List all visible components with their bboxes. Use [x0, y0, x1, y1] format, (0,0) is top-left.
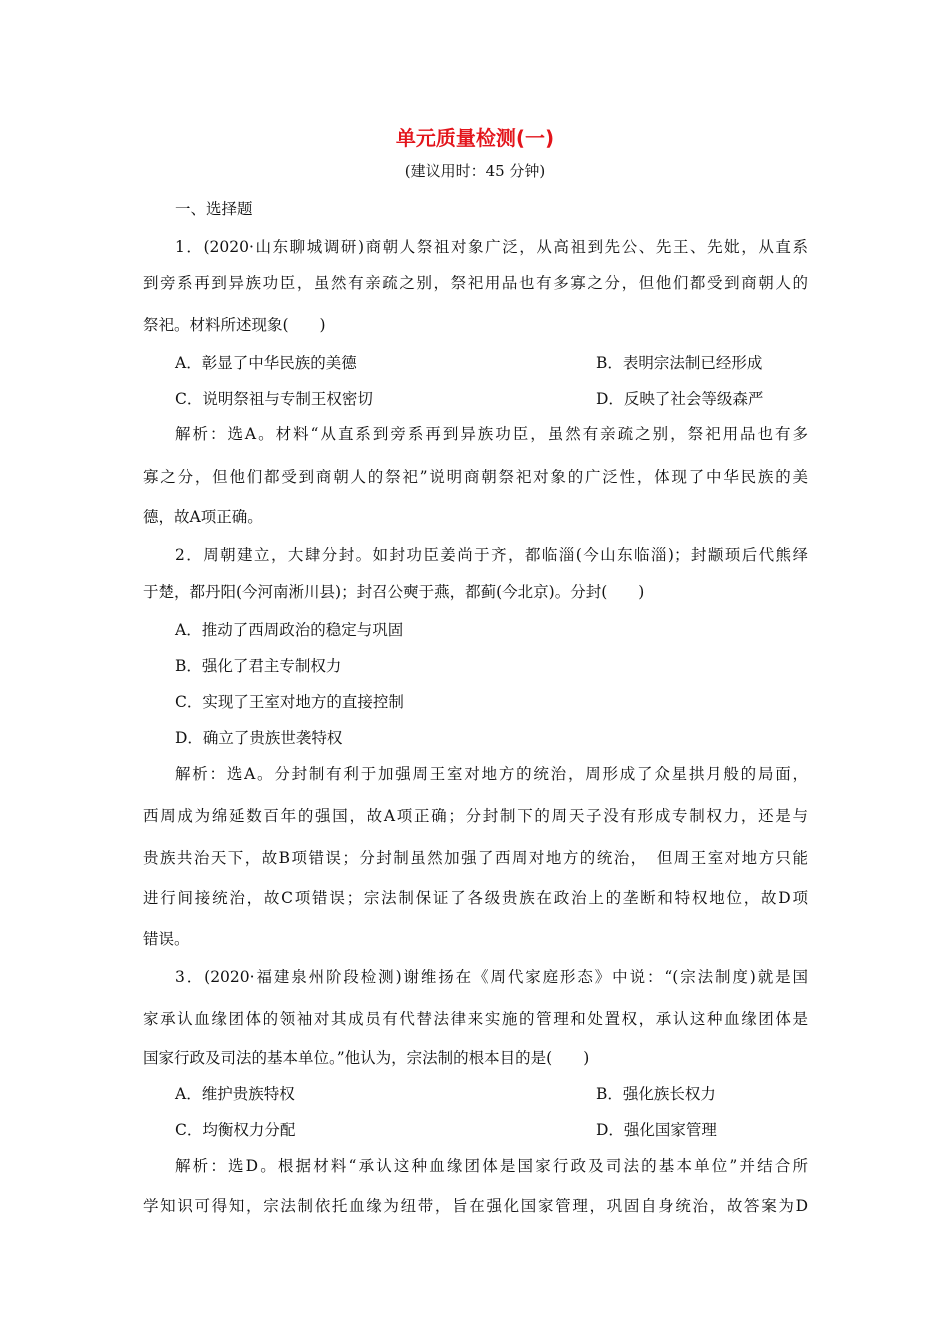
question-1-analysis-line-3: 德，故A项正确。	[143, 508, 263, 526]
question-2-option-d: D．确立了贵族世袭特权	[175, 729, 343, 747]
question-2-option-a: A．推动了西周政治的稳定与巩固	[175, 621, 404, 639]
question-1-line-1: 1．(2020·山东聊城调研)商朝人祭祖对象广泛，从高祖到先公、先王、先妣，从直系	[175, 238, 808, 256]
question-2-analysis-line-1: 解析：选A。分封制有利于加强周王室对地方的统治，周形成了众星拱月般的局面，	[175, 765, 808, 783]
question-3-analysis-line-2: 学知识可得知，宗法制依托血缘为纽带，旨在强化国家管理，巩固自身统治，故答案为D	[143, 1197, 808, 1215]
question-2-line-2: 于楚，都丹阳(今河南淅川县)；封召公奭于燕，都蓟(今北京)。分封( )	[143, 583, 645, 601]
question-1-analysis-line-2: 寡之分，但他们都受到商朝人的祭祀”说明商朝祭祀对象的广泛性，体现了中华民族的美	[143, 468, 808, 486]
question-1-line-2: 到旁系再到异族功臣，虽然有亲疏之别，祭祀用品也有多寡之分，但他们都受到商朝人的	[143, 274, 808, 292]
question-2-analysis-line-5: 错误。	[143, 930, 190, 948]
page-title: 单元质量检测(一)	[395, 126, 555, 150]
question-2-analysis-line-4: 进行间接统治，故C项错误；宗法制保证了各级贵族在政治上的垄断和特权地位，故D项	[143, 889, 808, 907]
question-3-option-b: B．强化族长权力	[596, 1085, 716, 1103]
question-3-option-a: A．维护贵族特权	[175, 1085, 295, 1103]
question-3-line-3: 国家行政及司法的基本单位。”他认为，宗法制的根本目的是( )	[143, 1049, 590, 1067]
question-3-option-c: C．均衡权力分配	[175, 1121, 296, 1139]
page-subtitle: (建议用时：45 分钟)	[404, 162, 546, 180]
question-3-analysis-line-1: 解析：选D。根据材料“承认这种血缘团体是国家行政及司法的基本单位”并结合所	[175, 1157, 808, 1175]
question-3-line-2: 家承认血缘团体的领袖对其成员有代替法律来实施的管理和处置权，承认这种血缘团体是	[143, 1010, 808, 1028]
question-1-option-a: A．彰显了中华民族的美德	[175, 354, 357, 372]
question-1-option-b: B．表明宗法制已经形成	[596, 354, 763, 372]
question-2-option-b: B．强化了君主专制权力	[175, 657, 342, 675]
question-2-line-1: 2．周朝建立，大肆分封。如封功臣姜尚于齐，都临淄(今山东临淄)；封颛顼后代熊绎	[175, 546, 808, 564]
question-3-line-1: 3．(2020·福建泉州阶段检测)谢维扬在《周代家庭形态》中说：“(宗法制度)就是国	[175, 968, 808, 986]
question-3-option-d: D．强化国家管理	[596, 1121, 717, 1139]
question-1-line-3: 祭祀。材料所述现象( )	[143, 316, 326, 334]
question-1-option-c: C．说明祭祖与专制王权密切	[175, 390, 373, 408]
question-1-analysis-line-1: 解析：选A。材料“从直系到旁系再到异族功臣，虽然有亲疏之别，祭祀用品也有多	[175, 425, 808, 443]
question-1-option-d: D．反映了社会等级森严	[596, 390, 764, 408]
section-heading: 一、选择题	[175, 200, 253, 218]
question-2-option-c: C．实现了王室对地方的直接控制	[175, 693, 404, 711]
question-2-analysis-line-3: 贵族共治天下，故B项错误；分封制虽然加强了西周对地方的统治， 但周王室对地方只能	[143, 849, 808, 867]
question-2-analysis-line-2: 西周成为绵延数百年的强国，故A项正确；分封制下的周天子没有形成专制权力，还是与	[143, 807, 808, 825]
